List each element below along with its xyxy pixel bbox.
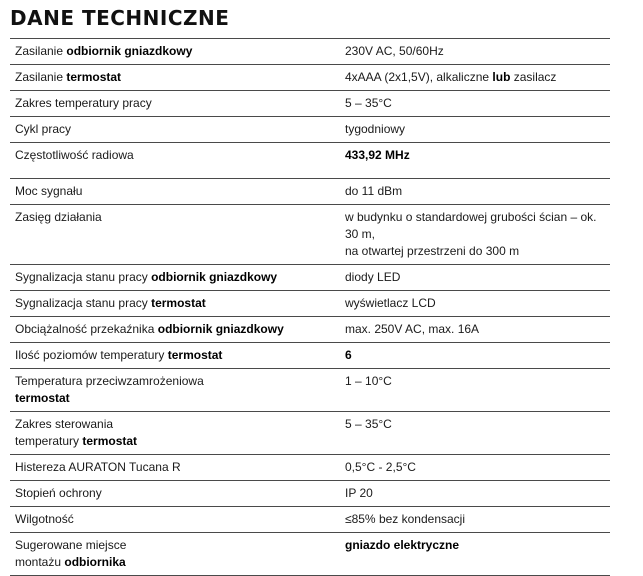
spec-label	[10, 291, 335, 317]
spec-value	[335, 317, 610, 343]
spec-label	[10, 117, 335, 143]
spec-label	[10, 265, 335, 291]
text: Zakres sterowania	[15, 417, 114, 431]
table-row	[10, 481, 610, 507]
spec-value	[335, 205, 610, 265]
text: Zakres temperatury pracy	[15, 96, 152, 110]
text: Zasięg działania	[15, 210, 102, 224]
bold-text: odbiornik gniazdkowy	[66, 44, 193, 58]
spec-label	[10, 455, 335, 481]
table-row	[10, 143, 610, 179]
text: tygodniowy	[345, 122, 406, 136]
table-row	[10, 205, 610, 265]
spec-value	[335, 533, 610, 576]
table-row	[10, 317, 610, 343]
table-row	[10, 65, 610, 91]
table-row	[10, 343, 610, 369]
text: Cykl pracy	[15, 122, 72, 136]
text: na otwartej przestrzeni do 300 m	[345, 244, 520, 258]
spec-value	[335, 481, 610, 507]
text: 0,5°C - 2,5°C	[345, 460, 416, 474]
section-title: DANE TECHNICZNE	[10, 6, 230, 30]
text: max. 250V AC, max. 16A	[345, 322, 480, 336]
spec-value	[335, 117, 610, 143]
table-row	[10, 91, 610, 117]
table-row	[10, 291, 610, 317]
spec-label	[10, 412, 335, 455]
spec-value	[335, 179, 610, 205]
text: Histereza AURATON Tucana R	[15, 460, 181, 474]
table-row	[10, 412, 610, 455]
spec-value	[335, 143, 610, 179]
text: Sugerowane miejsce	[15, 538, 127, 552]
text: 4xAAA (2x1,5V), alkaliczne	[345, 70, 493, 84]
text: Zasilanie	[15, 70, 67, 84]
table-row	[10, 507, 610, 533]
text: Częstotliwość radiowa	[15, 148, 134, 162]
spec-label	[10, 481, 335, 507]
table-row	[10, 117, 610, 143]
table-row	[10, 369, 610, 412]
technical-data-table	[10, 38, 610, 576]
text: 5 – 35°C	[345, 417, 392, 431]
bold-text: termostat	[151, 296, 206, 310]
spec-label	[10, 533, 335, 576]
spec-label	[10, 143, 335, 179]
spec-label	[10, 91, 335, 117]
table-row	[10, 265, 610, 291]
text: temperatury	[15, 434, 83, 448]
text: diody LED	[345, 270, 401, 284]
text: Stopień ochrony	[15, 486, 102, 500]
table-row	[10, 179, 610, 205]
spec-value	[335, 507, 610, 533]
spec-label	[10, 65, 335, 91]
spec-value	[335, 265, 610, 291]
text: Sygnalizacja stanu pracy	[15, 270, 152, 284]
spec-label	[10, 343, 335, 369]
text: ≤85% bez kondensacji	[345, 512, 465, 526]
spec-value	[335, 291, 610, 317]
spec-value	[335, 39, 610, 65]
text: Zasilanie	[15, 44, 67, 58]
text: Obciążalność przekaźnika	[15, 322, 158, 336]
text: Wilgotność	[15, 512, 74, 526]
spec-value	[335, 343, 610, 369]
bold-text: gniazdo elektryczne	[345, 538, 460, 552]
table-body	[10, 39, 610, 576]
text: Moc sygnału	[15, 184, 83, 198]
spec-label	[10, 39, 335, 65]
spec-label	[10, 205, 335, 265]
text: wyświetlacz LCD	[345, 296, 436, 310]
text: do 11 dBm	[345, 184, 403, 198]
text: zasilacz	[510, 70, 557, 84]
table-row	[10, 455, 610, 481]
spec-value	[335, 65, 610, 91]
text: montażu	[15, 555, 65, 569]
table-row	[10, 39, 610, 65]
spec-value	[335, 455, 610, 481]
bold-text: 433,92 MHz	[345, 148, 410, 162]
text: 5 – 35°C	[345, 96, 392, 110]
bold-text: termostat	[15, 391, 70, 405]
bold-text: 6	[345, 348, 352, 362]
table-row	[10, 533, 610, 576]
text: 230V AC, 50/60Hz	[345, 44, 444, 58]
spec-label	[10, 369, 335, 412]
text: 1 – 10°C	[345, 374, 392, 388]
text: Temperatura przeciwzamrożeniowa	[15, 374, 204, 388]
bold-text: termostat	[167, 348, 223, 362]
spec-value	[335, 91, 610, 117]
bold-text: lub	[492, 70, 511, 84]
spec-value	[335, 369, 610, 412]
text: w budynku o standardowej grubości ścian – ok. 30 m,	[345, 210, 597, 241]
text: Sygnalizacja stanu pracy	[15, 296, 152, 310]
spec-label	[10, 179, 335, 205]
spec-label	[10, 507, 335, 533]
spec-value	[335, 412, 610, 455]
spec-label	[10, 317, 335, 343]
bold-text: odbiornik gniazdkowy	[157, 322, 284, 336]
bold-text: odbiornik gniazdkowy	[151, 270, 278, 284]
bold-text: termostat	[66, 70, 122, 84]
text: IP 20	[345, 486, 373, 500]
bold-text: odbiornika	[64, 555, 126, 569]
text: Ilość poziomów temperatury	[15, 348, 168, 362]
bold-text: termostat	[82, 434, 138, 448]
